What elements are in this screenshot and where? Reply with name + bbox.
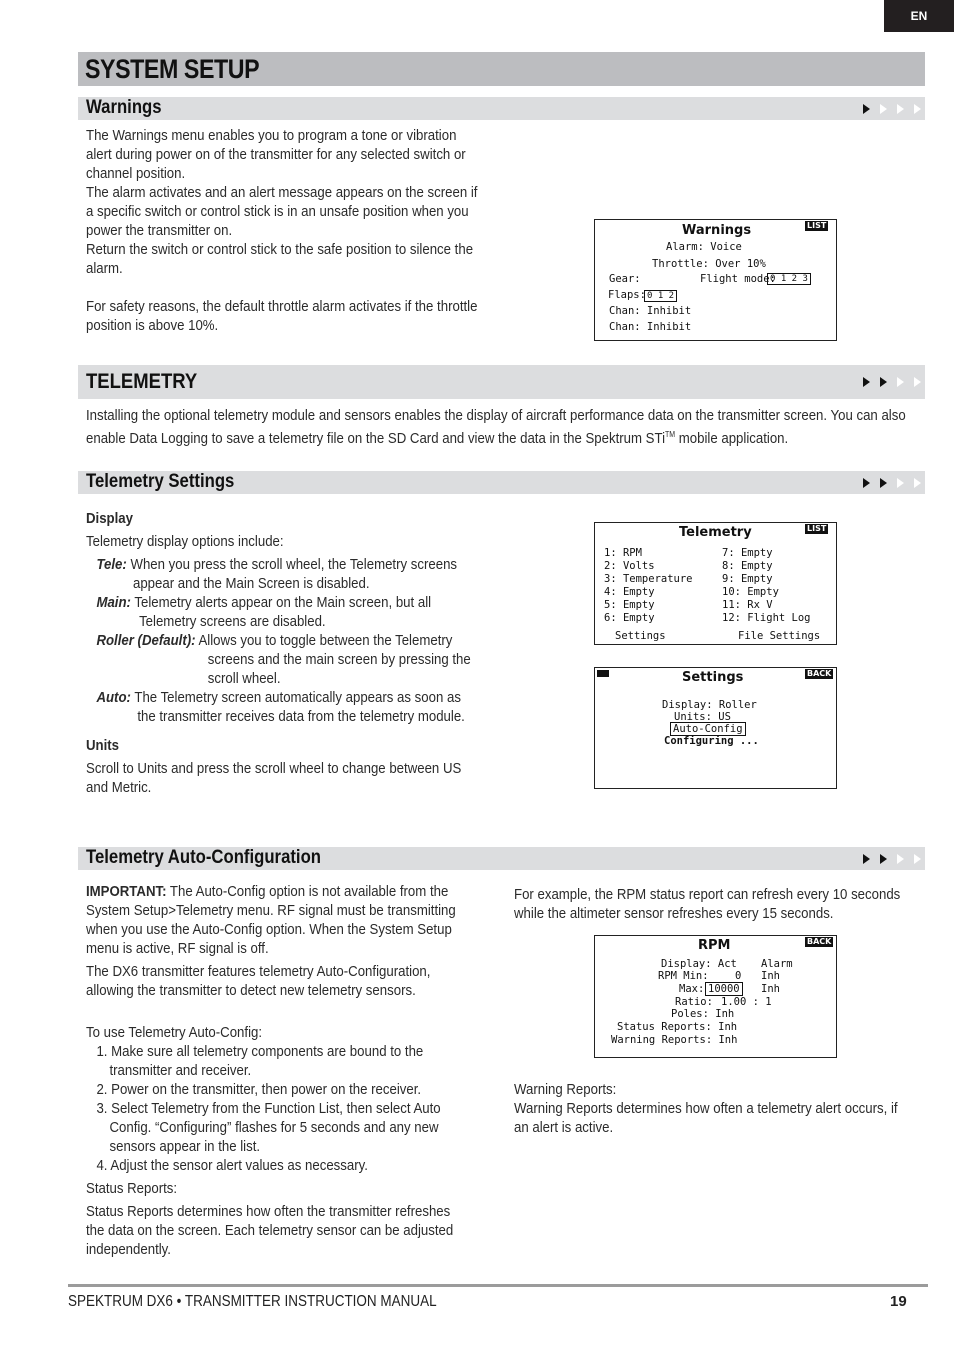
screen-title: RPM bbox=[698, 938, 731, 953]
back-badge: BACK bbox=[807, 937, 832, 946]
warning-heading: Warning Reports: bbox=[514, 1081, 617, 1098]
warnings-heading: Warnings bbox=[86, 97, 162, 118]
warning-text: Warning Reports determines how often a telemetry alert occurs, if an alert is active. bbox=[514, 1100, 898, 1136]
skill-level-arrows bbox=[863, 847, 921, 870]
screen-title: Telemetry bbox=[679, 525, 752, 540]
poles-line: Poles: Inh bbox=[671, 1008, 735, 1020]
warning-reports-text bbox=[514, 1080, 914, 1137]
list-badge: LIST bbox=[807, 524, 827, 533]
telemetry-heading: TELEMETRY bbox=[86, 370, 198, 393]
paragraph: The alarm activates and an alert message appears on the screen if a specific switch or control stick is in an unsafe position when you power the transmitter on. bbox=[86, 184, 478, 239]
display-intro: Telemetry display options include: bbox=[86, 533, 284, 550]
signal-icon bbox=[597, 670, 609, 677]
rpm-screen bbox=[594, 935, 837, 1058]
ratio-label: Ratio: bbox=[675, 996, 713, 1008]
warnings-text bbox=[86, 126, 482, 335]
status-heading: Status Reports: bbox=[86, 1180, 178, 1197]
max-value: 10000 bbox=[705, 982, 743, 996]
page-title: SYSTEM SETUP bbox=[85, 54, 260, 84]
intro-text: Installing the optional telemetry module and sensors enables the display of aircraft performance data on the transmitter screen. You can also enable Data Logging to save a telemetry file on the SD Card and view the data in the Spektrum STi bbox=[86, 407, 906, 448]
arrow-icon bbox=[863, 104, 870, 114]
display-heading: Display bbox=[86, 510, 134, 527]
alarm-line: Alarm: Voice bbox=[666, 241, 742, 253]
alarm-header: Alarm bbox=[761, 958, 793, 970]
ratio-value: 1.00 : 1 bbox=[721, 996, 772, 1008]
page-title-bar bbox=[78, 52, 925, 86]
units-line: Units: US bbox=[674, 711, 731, 723]
sensor-list-right: 7: Empty 8: Empty 9: Empty 10: Empty 11: Rx V 12: Flight Log bbox=[722, 547, 811, 624]
telemetry-screen bbox=[594, 522, 837, 645]
arrow-icon bbox=[914, 478, 921, 488]
language-tab: EN bbox=[884, 0, 954, 32]
arrow-icon bbox=[880, 104, 887, 114]
units-heading: Units bbox=[86, 737, 120, 754]
arrow-icon bbox=[897, 104, 904, 114]
back-badge: BACK bbox=[807, 669, 832, 678]
flaps-label: Flaps: bbox=[608, 289, 646, 301]
footer-divider bbox=[68, 1284, 928, 1287]
arrow-icon bbox=[914, 854, 921, 864]
arrow-icon bbox=[897, 854, 904, 864]
arrow-icon bbox=[863, 377, 870, 387]
sensor-list-left: 1: RPM 2: Volts 3: Temperature 4: Empty 5: Empty 6: Empty bbox=[604, 547, 693, 624]
flight-mode-value: 0 1 2 3 bbox=[767, 273, 811, 285]
rpm-min-label: RPM Min: bbox=[658, 970, 709, 982]
auto-config-heading: Telemetry Auto-Configuration bbox=[86, 847, 322, 868]
option-auto: Auto: The Telemetry screen automatically appears as soon as the transmitter receives data from the telemetry module. bbox=[96, 689, 465, 725]
configuring-status: Configuring ... bbox=[664, 735, 759, 747]
rpm-min-alarm: Inh bbox=[761, 970, 780, 982]
display-line: Display: Act bbox=[661, 958, 737, 970]
arrow-icon bbox=[880, 854, 887, 864]
screen-title: Settings bbox=[682, 670, 744, 685]
rpm-min-value: 0 bbox=[735, 970, 742, 982]
max-alarm: Inh bbox=[761, 983, 780, 995]
skill-level-arrows bbox=[863, 365, 921, 399]
paragraph: Return the switch or control stick to the safe position to silence the alarm. bbox=[86, 241, 474, 277]
flight-mode-label: Flight mode: bbox=[700, 273, 776, 285]
status-text: Status Reports determines how often the transmitter refreshes the data on the screen. Each telemetry sensor can be adjusted independently. bbox=[86, 1203, 454, 1258]
warning-reports-line: Warning Reports: Inh bbox=[611, 1034, 738, 1046]
important-note: IMPORTANT: The Auto-Config option is not available from the System Setup>Telemetry menu. RF signal must be transmitting when you use the Auto-Config option. When the System Setup menu is active, RF signal is off. bbox=[86, 883, 456, 957]
telemetry-settings-text bbox=[86, 509, 482, 797]
auto-config-left-text bbox=[86, 882, 466, 1259]
auto-config-option: Auto-Config bbox=[670, 722, 746, 736]
option-main: Main: Telemetry alerts appear on the Main screen, but all Telemetry screens are disabled. bbox=[96, 594, 432, 630]
paragraph: The Warnings menu enables you to program a tone or vibration alert during power on of the transmitter for any selected switch or channel position. bbox=[86, 127, 466, 182]
max-label: Max: bbox=[679, 983, 705, 995]
step: 3. Select Telemetry from the Function List, then select Auto Config. “Configuring” flashes for 5 seconds and any new sensors appear in the list. bbox=[96, 1100, 441, 1155]
warnings-screen bbox=[594, 219, 837, 341]
trademark: TM bbox=[665, 430, 676, 439]
arrow-icon bbox=[897, 377, 904, 387]
file-settings-option: File Settings bbox=[738, 630, 821, 642]
arrow-icon bbox=[897, 478, 904, 488]
page-number: 19 bbox=[890, 1293, 907, 1310]
screen-title: Warnings bbox=[682, 223, 752, 238]
intro-end: mobile application. bbox=[675, 430, 789, 448]
status-reports-line: Status Reports: Inh bbox=[617, 1021, 738, 1033]
settings-screen bbox=[594, 667, 837, 789]
arrow-icon bbox=[880, 377, 887, 387]
telemetry-settings-heading: Telemetry Settings bbox=[86, 471, 235, 492]
arrow-icon bbox=[914, 377, 921, 387]
arrow-icon bbox=[914, 104, 921, 114]
throttle-line: Throttle: Over 10% bbox=[652, 258, 766, 270]
arrow-icon bbox=[880, 478, 887, 488]
flaps-value: 0 1 2 bbox=[644, 290, 677, 302]
step: 4. Adjust the sensor alert values as necessary. bbox=[96, 1157, 368, 1174]
chan-line: Chan: Inhibit bbox=[609, 321, 692, 333]
warnings-section-bar bbox=[78, 97, 925, 120]
display-line: Display: Roller bbox=[662, 699, 757, 711]
auto-config-bar bbox=[78, 847, 925, 870]
telemetry-settings-bar bbox=[78, 471, 925, 494]
footer-manual-title: SPEKTRUM DX6 • TRANSMITTER INSTRUCTION MANUAL bbox=[68, 1293, 437, 1310]
chan-line: Chan: Inhibit bbox=[609, 305, 692, 317]
list-badge: LIST bbox=[807, 221, 827, 230]
dx6-text: The DX6 transmitter features telemetry Auto-Configuration, allowing the transmitter to detect new telemetry sensors. bbox=[86, 963, 431, 999]
gear-label: Gear: bbox=[609, 273, 641, 285]
example-text: For example, the RPM status report can refresh every 10 seconds while the altimeter sensor refreshes every 15 seconds. bbox=[514, 886, 901, 922]
steps-heading: To use Telemetry Auto-Config: bbox=[86, 1024, 263, 1041]
units-text: Scroll to Units and press the scroll wheel to change between US and Metric. bbox=[86, 760, 462, 796]
arrow-icon bbox=[863, 478, 870, 488]
skill-level-arrows bbox=[863, 97, 921, 120]
settings-option: Settings bbox=[615, 630, 666, 642]
option-roller: Roller (Default): Allows you to toggle between the Telemetry screens and the main screen by pressing the scroll wheel. bbox=[96, 632, 471, 687]
telemetry-section-bar bbox=[78, 365, 925, 399]
step: 1. Make sure all telemetry components are bound to the transmitter and receiver. bbox=[96, 1043, 424, 1079]
paragraph: For safety reasons, the default throttle alarm activates if the throttle position is above 10%. bbox=[86, 298, 478, 334]
arrow-icon bbox=[863, 854, 870, 864]
skill-level-arrows bbox=[863, 471, 921, 494]
option-tele: Tele: When you press the scroll wheel, the Telemetry screens appear and the Main Screen is disabled. bbox=[96, 556, 458, 592]
telemetry-intro bbox=[86, 406, 917, 448]
step: 2. Power on the transmitter, then power on the receiver. bbox=[96, 1081, 422, 1098]
